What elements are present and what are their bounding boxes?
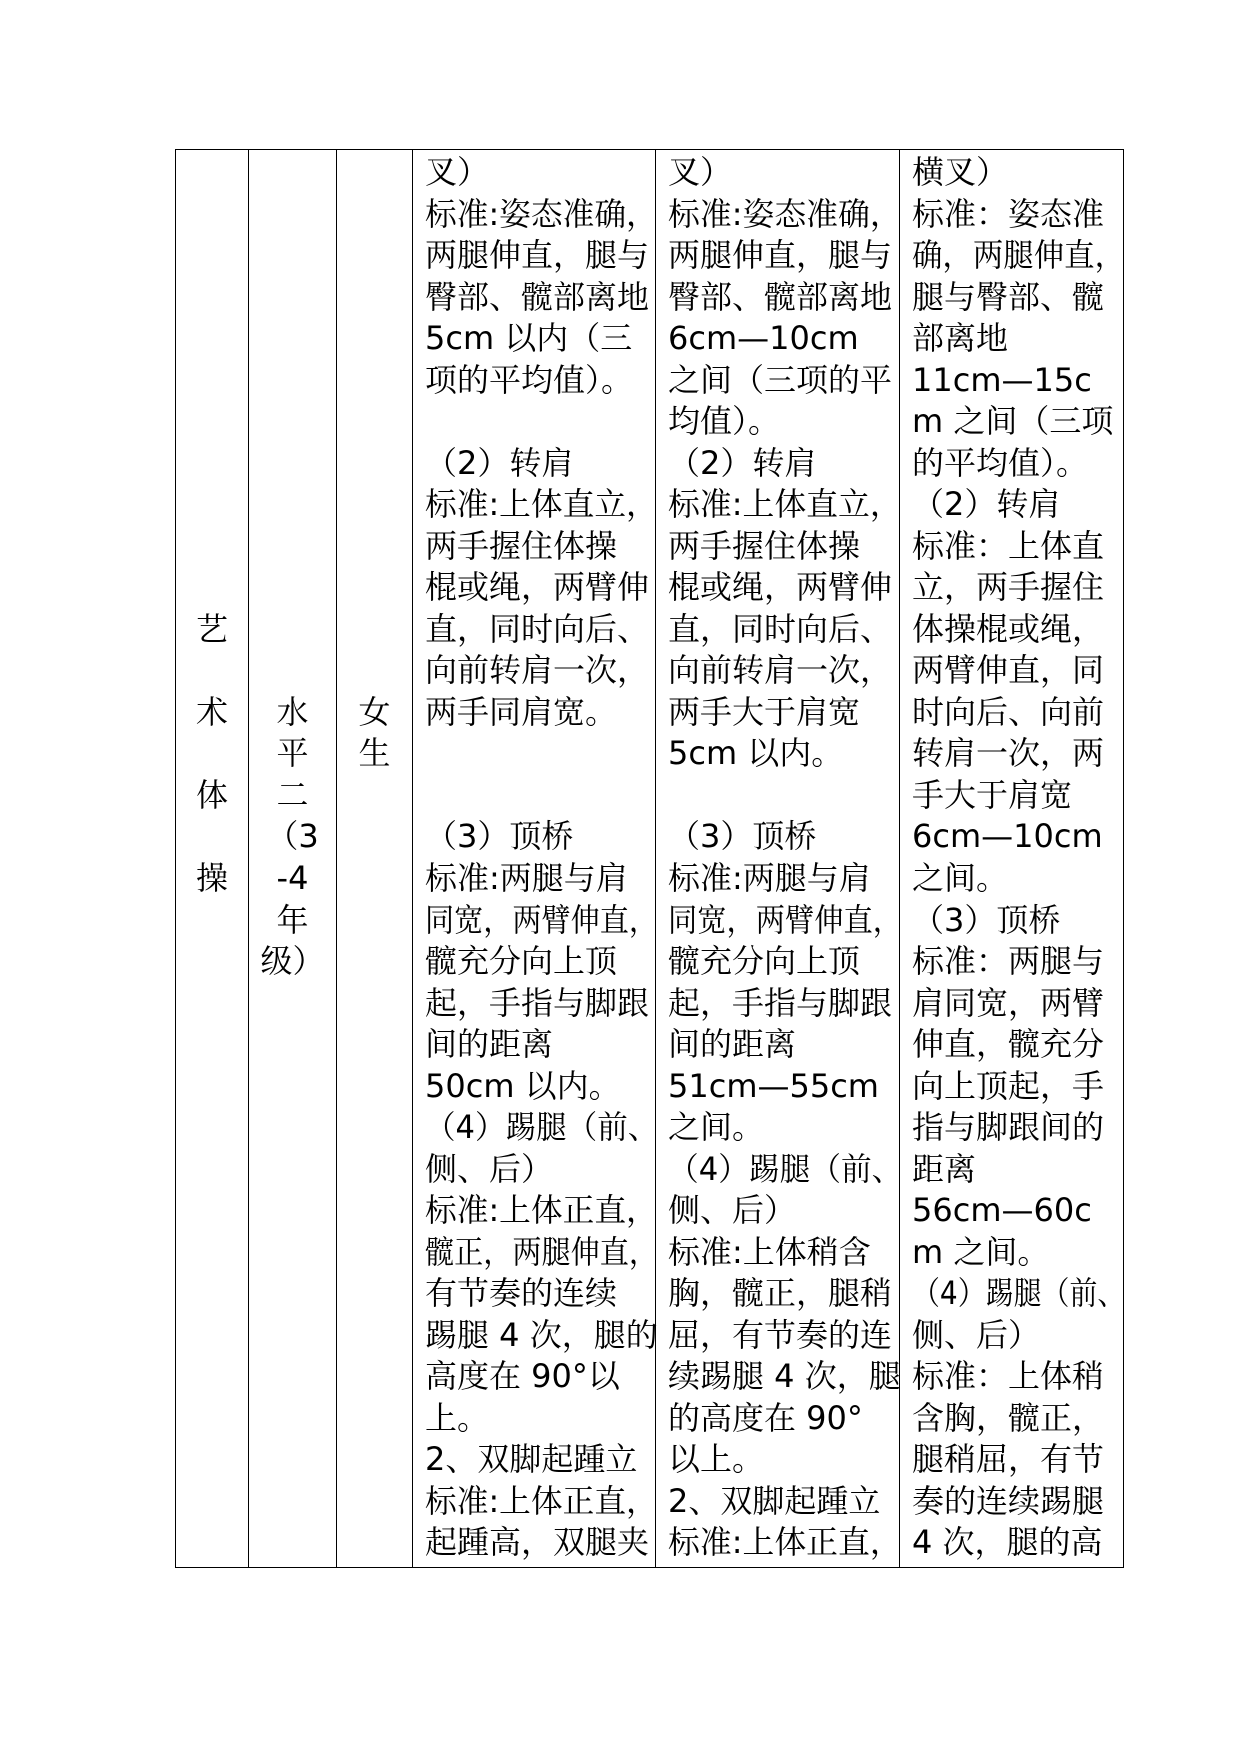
level-text-line: 级） [260, 942, 325, 981]
criteria-text-line: 臀部、髋部离地 [668, 277, 893, 316]
criteria-text-line: 同宽，两臂伸直， [425, 900, 659, 939]
criteria-text-line: 标准:上体正直， [425, 1481, 658, 1520]
criteria-text-line: （2）转肩 [912, 485, 1061, 524]
criteria-text-line: 以上。 [668, 1440, 765, 1479]
criteria-text-line: 两手同肩宽。 [425, 692, 618, 731]
criteria-text-line: 部离地 [912, 319, 1009, 358]
event-name-char: 术 [195, 692, 228, 731]
criteria-text-line: 两手握住体操 [668, 526, 861, 565]
criteria-cell-3 [900, 150, 1126, 1567]
criteria-text-line: （3）顶桥 [425, 817, 574, 856]
criteria-text-line: 腿与臀部、髋 [912, 277, 1105, 316]
event-name-char: 操 [195, 859, 228, 897]
level-text-line: 平 [276, 734, 309, 773]
criteria-text-line: m 之间（三项 [912, 402, 1114, 441]
criteria-text-line: 标准：上体稍 [912, 1357, 1105, 1396]
criteria-text-line: 标准：两腿与 [912, 942, 1105, 981]
criteria-text-line: 项的平均值）。 [425, 360, 634, 399]
criteria-text-line: 距离 [912, 1149, 977, 1188]
criteria-text-line: 起，手指与脚跟 [425, 983, 650, 1022]
criteria-text-line: 的高度在 90° [668, 1398, 863, 1437]
criteria-text-line: 胸，髋正，腿稍 [668, 1274, 893, 1313]
criteria-text-line: 屈，有节奏的连 [668, 1315, 893, 1354]
criteria-text-line: 奏的连续踢腿 [912, 1481, 1105, 1520]
criteria-text-line: 手大于肩宽 [912, 775, 1073, 814]
criteria-text-line: 直，同时向后、 [425, 609, 650, 648]
criteria-text-line: 两臂伸直，同 [912, 651, 1105, 690]
criteria-text-line: 起踵高，双腿夹 [425, 1523, 650, 1562]
criteria-text-line: m 之间。 [912, 1232, 1050, 1271]
criteria-text-line: 转肩一次，两 [912, 734, 1105, 773]
criteria-text-line: 确，两腿伸直， [912, 236, 1126, 275]
criteria-text-line: 侧、后） [912, 1315, 1041, 1354]
criteria-text-line: 6cm—10cm [912, 817, 1103, 856]
criteria-text-line: 标准:姿态准确， [668, 194, 902, 233]
criteria-cell-2 [656, 150, 903, 1567]
criteria-text-line: 标准:上体正直， [425, 1191, 658, 1230]
event-name-char: 艺 [195, 609, 228, 648]
criteria-text-line: 两腿伸直，腿与 [425, 236, 650, 275]
criteria-text-line: 髋充分向上顶 [425, 942, 618, 981]
criteria-text-line: （4）踢腿（前、 [425, 1108, 659, 1147]
criteria-text-line: 叉） [668, 153, 733, 191]
criteria-text-line: 6cm—10cm [668, 319, 859, 358]
criteria-text-line: 标准:姿态准确， [425, 194, 658, 233]
criteria-text-line: 的平均值）。 [912, 443, 1089, 482]
criteria-text-line: 肩同宽，两臂 [912, 983, 1105, 1022]
criteria-text-line: 时向后、向前 [912, 692, 1105, 731]
event-cell [176, 150, 249, 1567]
criteria-text-line: 56cm—60c [912, 1191, 1092, 1230]
criteria-text-line: 有节奏的连续 [425, 1274, 618, 1313]
criteria-text-line: 标准:上体稍含 [668, 1232, 871, 1271]
criteria-text-line: 标准:上体直立， [668, 485, 902, 524]
criteria-text-line: 续踢腿 4 次，腿 [668, 1357, 901, 1396]
criteria-text-line: 标准:两腿与肩 [425, 859, 628, 897]
criteria-text-line: 标准:上体正直， [668, 1523, 902, 1562]
level-text-line: 二 [276, 775, 309, 814]
criteria-text-line: （4）踢腿（前、 [912, 1274, 1126, 1313]
criteria-text-line: 标准：姿态准 [912, 194, 1105, 233]
criteria-text-line: 髋正，两腿伸直， [425, 1232, 659, 1271]
criteria-text-line: 两腿伸直，腿与 [668, 236, 893, 275]
criteria-text-line: 5cm 以内。 [668, 734, 844, 773]
criteria-text-line: 两手大于肩宽 [668, 692, 861, 731]
criteria-text-line: 棍或绳，两臂伸 [425, 568, 650, 607]
criteria-text-line: 向前转肩一次， [668, 651, 893, 690]
criteria-text-line: （3）顶桥 [912, 900, 1061, 939]
event-name-char: 体 [195, 775, 228, 814]
criteria-text-line: 标准:上体直立， [425, 485, 658, 524]
criteria-text-line: 伸直，髋充分 [912, 1025, 1105, 1064]
criteria-text-line: 两手握住体操 [425, 526, 618, 565]
criteria-text-line: 臀部、髋部离地 [425, 277, 650, 316]
criteria-text-line: 间的距离 [425, 1025, 554, 1064]
criteria-text-line: 之间。 [668, 1108, 765, 1147]
criteria-text-line: （3）顶桥 [668, 817, 817, 856]
criteria-text-line: 标准:两腿与肩 [668, 859, 871, 897]
criteria-text-line: 向前转肩一次， [425, 651, 650, 690]
criteria-text-line: 指与脚跟间的 [912, 1108, 1105, 1147]
criteria-text-line: 50cm 以内。 [425, 1066, 621, 1105]
gender-cell [337, 150, 413, 1567]
criteria-cell-1 [413, 150, 659, 1567]
criteria-text-line: 4 次，腿的高 [912, 1523, 1103, 1562]
criteria-text-line: 直，同时向后、 [668, 609, 893, 648]
criteria-text-line: 踢腿 4 次，腿的 [425, 1315, 658, 1354]
criteria-text-line: 均值）。 [668, 402, 781, 441]
level-cell [249, 150, 337, 1567]
criteria-text-line: 间的距离 [668, 1025, 797, 1064]
criteria-text-line: 之间。 [912, 859, 1009, 897]
criteria-text-line: 向上顶起，手 [912, 1066, 1105, 1105]
criteria-text-line: 之间（三项的平 [668, 360, 893, 399]
criteria-text-line: 腿稍屈，有节 [912, 1440, 1105, 1479]
criteria-text-line: 棍或绳，两臂伸 [668, 568, 893, 607]
criteria-text-line: 2、双脚起踵立 [425, 1440, 638, 1479]
criteria-text-line: 51cm—55cm [668, 1066, 879, 1105]
criteria-text-line: 侧、后） [668, 1191, 797, 1230]
criteria-text-line: 体操棍或绳， [912, 609, 1105, 648]
criteria-text-line: 叉） [425, 153, 490, 191]
criteria-text-line: （4）踢腿（前、 [668, 1149, 903, 1188]
criteria-text-line: （2）转肩 [668, 443, 817, 482]
criteria-text-line: 侧、后） [425, 1149, 554, 1188]
criteria-text-line: 髋充分向上顶 [668, 942, 861, 981]
criteria-text-line: 上。 [425, 1398, 490, 1437]
level-text-line: -4 [276, 859, 309, 897]
criteria-text-line: 同宽，两臂伸直， [668, 900, 903, 939]
criteria-text-line: 2、双脚起踵立 [668, 1481, 881, 1520]
gender-text-char: 生 [358, 734, 391, 773]
level-text-line: 水 [276, 692, 309, 731]
criteria-text-line: 11cm—15c [912, 360, 1092, 399]
criteria-text-line: 5cm 以内（三 [425, 319, 633, 358]
criteria-text-line: （2）转肩 [425, 443, 574, 482]
criteria-text-line: 立，两手握住 [912, 568, 1105, 607]
criteria-text-line: 标准：上体直 [912, 526, 1105, 565]
level-text-line: （3 [266, 817, 319, 856]
criteria-text-line: 含胸，髋正， [912, 1398, 1105, 1437]
assessment-table [175, 149, 1124, 1568]
criteria-text-line: 高度在 90°以 [425, 1357, 620, 1396]
level-text-line: 年 [276, 900, 309, 939]
criteria-text-line: 起，手指与脚跟 [668, 983, 893, 1022]
gender-text-char: 女 [358, 692, 391, 731]
criteria-text-line: 横叉） [912, 153, 1009, 191]
